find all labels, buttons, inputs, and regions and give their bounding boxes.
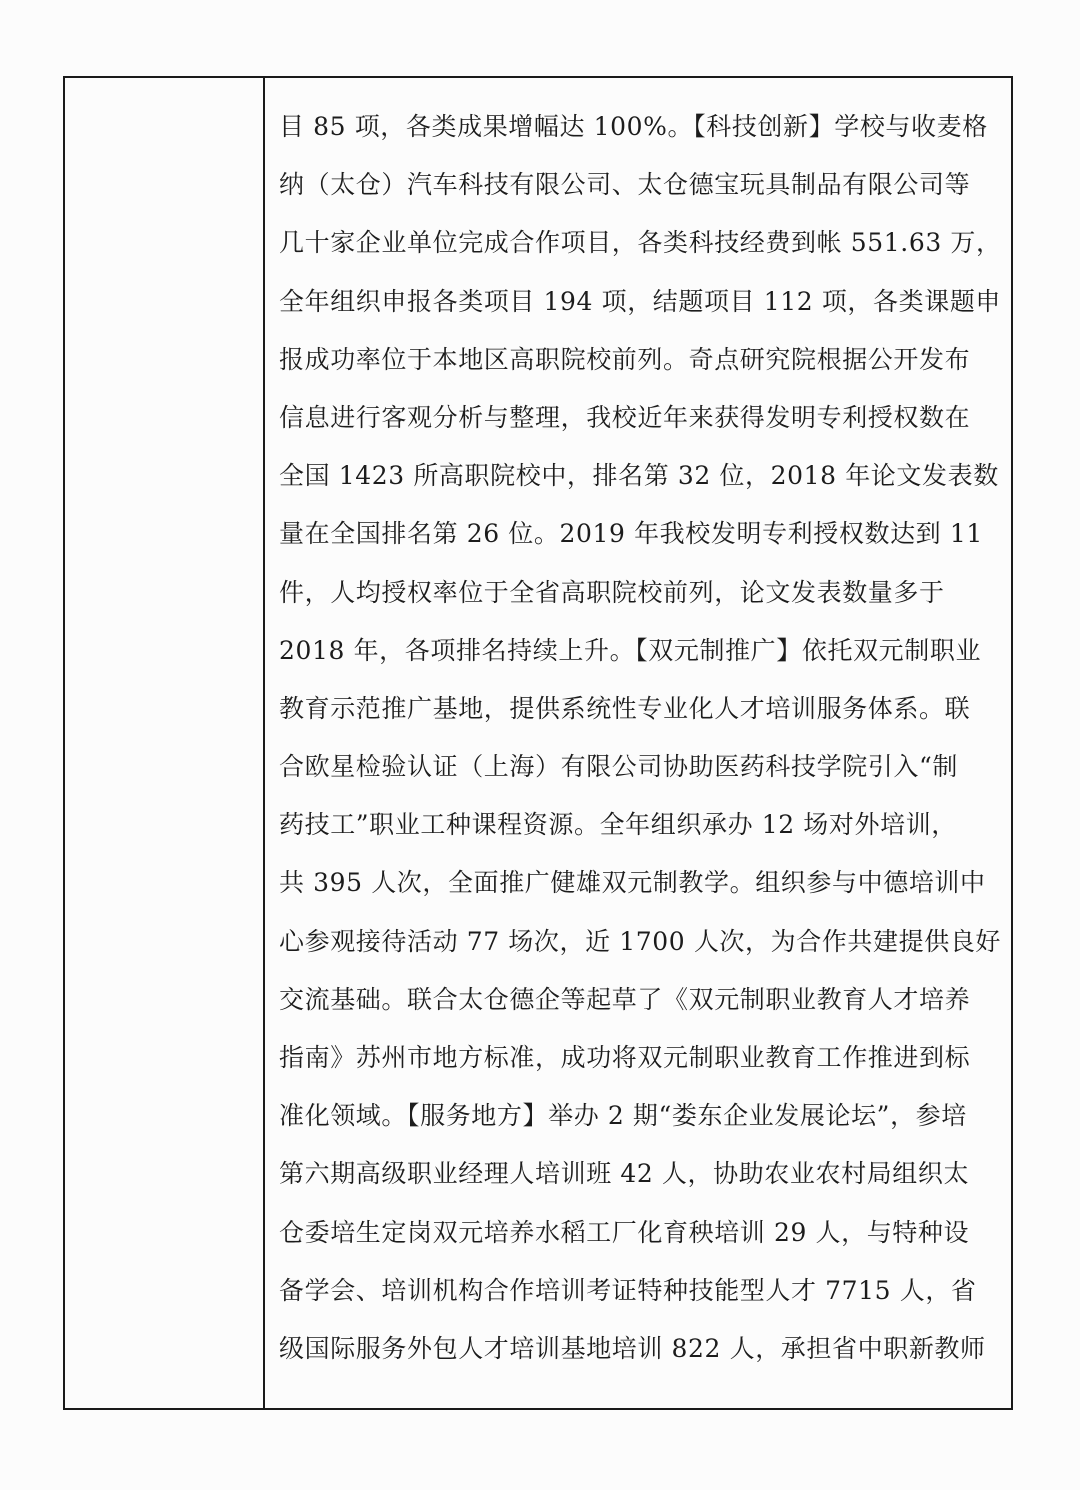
text-line: 几十家企业单位完成合作项目，各类科技经费到帐 551.63 万， <box>279 228 1002 258</box>
text-line: 准化领域。【服务地方】举办 2 期“娄东企业发展论坛”，参培 <box>279 1101 967 1131</box>
text-line: 教育示范推广基地，提供系统性专业化人才培训服务体系。联 <box>279 693 971 723</box>
text-line: 全国 1423 所高职院校中，排名第 32 位，2018 年论文发表数 <box>279 461 999 491</box>
table-left-cell <box>65 78 265 1408</box>
text-line: 2018 年，各项排名持续上升。【双元制推广】依托双元制职业 <box>279 635 982 665</box>
text-line: 级国际服务外包人才培训基地培训 822 人，承担省中职新教师 <box>279 1333 986 1363</box>
text-line: 信息进行客观分析与整理，我校近年来获得发明专利授权数在 <box>279 402 971 432</box>
text-line: 第六期高级职业经理人培训班 42 人，协助农业农村局组织太 <box>279 1159 970 1189</box>
text-line: 纳（太仓）汽车科技有限公司、太仓德宝玩具制品有限公司等 <box>279 170 971 200</box>
text-line: 心参观接待活动 77 场次，近 1700 人次，为合作共建提供良好 <box>279 926 1002 956</box>
text-line: 交流基础。联合太仓德企等起草了《双元制职业教育人才培养 <box>279 984 971 1014</box>
text-line: 指南》苏州市地方标准，成功将双元制职业教育工作推进到标 <box>279 1043 971 1072</box>
text-line: 共 395 人次，全面推广健雄双元制教学。组织参与中德培训中 <box>279 868 986 898</box>
text-line: 备学会、培训机构合作培训考证特种技能型人才 7715 人，省 <box>279 1275 977 1305</box>
text-line: 报成功率位于本地区高职院校前列。奇点研究院根据公开发布 <box>279 344 971 374</box>
text-line: 目 85 项，各类成果增幅达 100%。【科技创新】学校与收麦格 <box>279 112 988 141</box>
table-content-cell <box>265 78 1011 1408</box>
text-line: 合欧星检验认证（上海）有限公司协助医药科技学院引入“制 <box>279 752 958 782</box>
body-text <box>279 98 1002 1378</box>
table-frame <box>63 76 1013 1410</box>
text-line: 药技工”职业工种课程资源。全年组织承办 12 场对外培训， <box>279 810 957 840</box>
text-line: 仓委培生定岗双元培养水稻工厂化育秧培训 29 人，与特种设 <box>279 1217 970 1247</box>
text-line: 件，人均授权率位于全省高职院校前列，论文发表数量多于 <box>279 577 945 607</box>
text-line: 全年组织申报各类项目 194 项，结题项目 112 项，各类课题申 <box>279 286 1002 316</box>
text-line: 量在全国排名第 26 位。2019 年我校发明专利授权数达到 11 <box>279 519 983 549</box>
